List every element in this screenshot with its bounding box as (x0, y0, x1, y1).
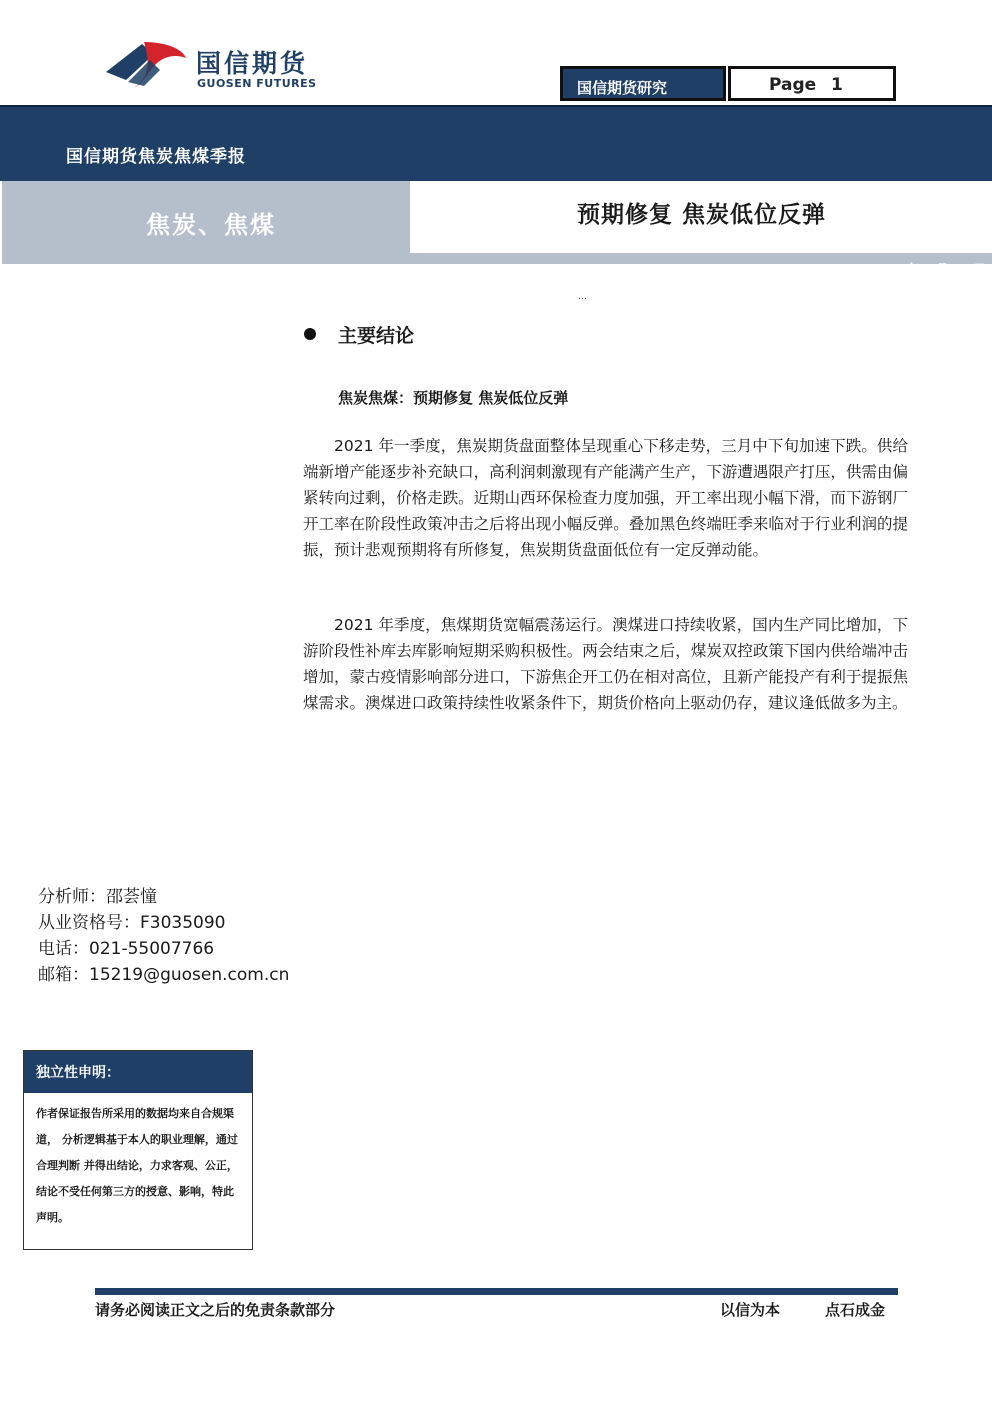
analyst-info (38, 884, 289, 988)
page-label: Page (769, 75, 817, 95)
logo-name-en: GUOSEN FUTURES (197, 77, 317, 90)
report-title: 预期修复 焦炭低位反弹 (577, 202, 827, 228)
independence-title-bar (24, 1051, 252, 1093)
logo-name-cn: 国信期货 (196, 49, 309, 78)
report-series-band (0, 105, 992, 181)
footer-disclaimer-note: 请务必阅读正文之后的免责条款部分 (95, 1301, 336, 1319)
date-strip (2, 253, 992, 264)
footer-motto-1: 以信为本 (720, 1301, 781, 1319)
bullet-icon (304, 328, 316, 340)
page-number-box (728, 66, 896, 101)
footer-bar (95, 1288, 898, 1295)
section-heading: 主要结论 (338, 325, 415, 347)
independence-title: 独立性申明： (36, 1065, 120, 1081)
category-box (2, 181, 410, 253)
footer-motto-2: 点石成金 (825, 1301, 886, 1319)
independence-text: 作者保证报告所采用的数据均来自合规渠道， 分析逻辑基于本人的职业理解，通过合理判断 并得出结论，力求客观、公正，结论不受任何第三方的授意、影响，特此声明。 (36, 1107, 238, 1224)
analyst-phone: 电话：021-55007766 (38, 939, 215, 959)
independence-statement-box (23, 1050, 253, 1250)
page-number: 1 (831, 75, 843, 95)
analyst-license: 从业资格号：F3035090 (38, 913, 226, 933)
research-label-box (560, 66, 726, 101)
small-mark: … (578, 292, 587, 302)
report-series: 国信期货焦炭焦煤季报 (66, 147, 246, 167)
analyst-email: 邮箱：15219@guosen.com.cn (38, 965, 290, 985)
research-label: 国信期货研究 (577, 79, 668, 97)
guosen-logo-icon (104, 40, 188, 90)
analyst-name: 分析师：邵荟憧 (38, 887, 157, 907)
paragraph-coking-coal: 2021 年季度，焦煤期货宽幅震荡运行。澳煤进口持续收紧，国内生产同比增加，下游阶段性补库去库影响短期采购积极性。两会结束之后，煤炭双控政策下国内供给端冲击增加，蒙古疫情影响部分进口，下游焦企开工仍在相对高位，且新产能投产有利于提振焦煤需求。澳煤进口政策持续性收紧条件下，期货价格向上驱动仍存，建议逢低做多为主。 (303, 616, 908, 712)
report-date: 2021 年 3 月 28 日 (870, 262, 986, 276)
category-label: 焦炭、焦煤 (146, 211, 276, 239)
conclusion-subheading: 焦炭焦煤：预期修复 焦炭低位反弹 (338, 389, 569, 407)
paragraph-coke: 2021 年一季度，焦炭期货盘面整体呈现重心下移走势，三月中下旬加速下跌。供给端新增产能逐步补充缺口，高利润刺激现有产能满产生产，下游遭遇限产打压，供需由偏紧转向过剩，价格走跌。近期山西环保检查力度加强，开工率出现小幅下滑，而下游钢厂开工率在阶段性政策冲击之后将出现小幅反弹。叠加黑色终端旺季来临对于行业利润的提振，预计悲观预期将有所修复，焦炭期货盘面低位有一定反弹动能。 (303, 437, 908, 559)
